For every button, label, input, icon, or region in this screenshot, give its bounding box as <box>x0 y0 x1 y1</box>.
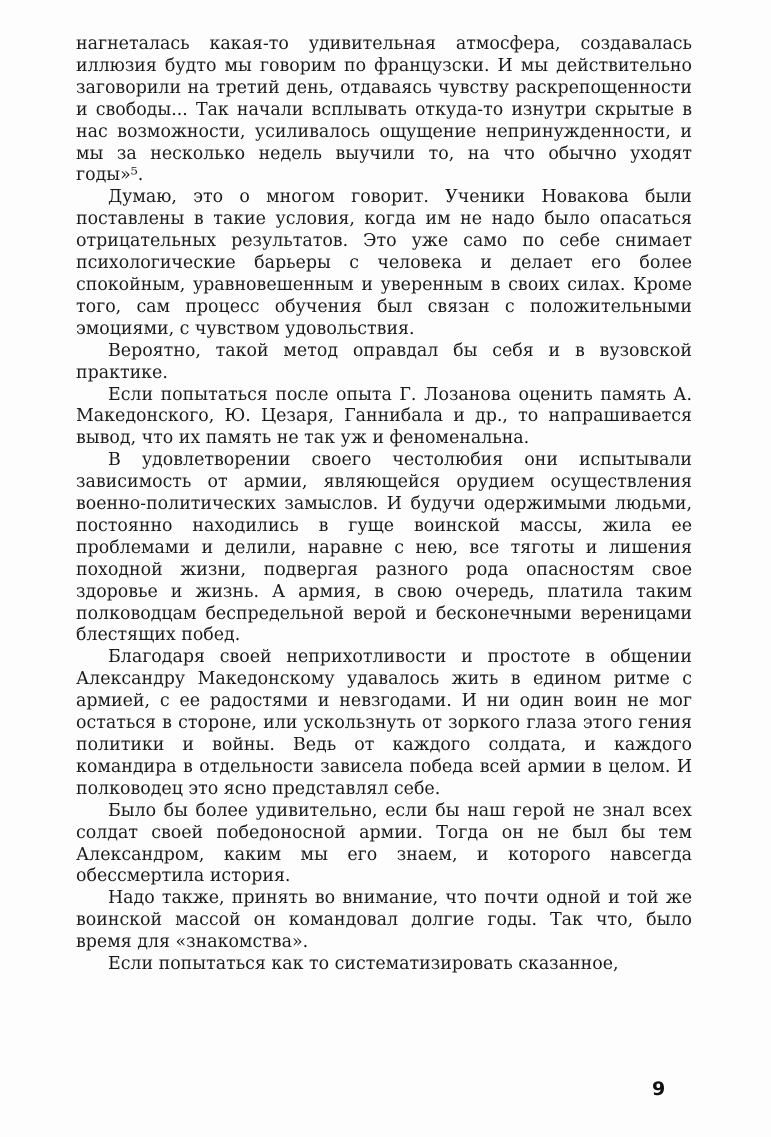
paragraph-5: В удовлетворении своего честолюбия они испытывали зависимость от армии, являющейся орудием осуществления военно-политических замыслов. И будучи одержимыми людьми, постоянно находились в гуще воинской массы, жила ее проблемами и делили, наравне с нею, все тяготы и лишения походной жизни, подвергая разного рода опасностям свое здоровье и жизнь. А армия, в свою очередь, платила таким полководцам беспредельной верой и бесконечными вереницами блестящих побед. <box>76 450 692 646</box>
body-text <box>76 34 692 976</box>
page-number: 9 <box>652 1078 666 1100</box>
paragraph-4: Если попытаться после опыта Г. Лозанова оценить память А. Македонского, Ю. Цезаря, Ганнибала и др., то напрашивается вывод, что их память не так уж и феноменальна. <box>76 384 692 449</box>
paragraph-2: Думаю, это о многом говорит. Ученики Новакова были поставлены в такие условия, когда им не надо было опасаться отрицательных результатов. Это уже само по себе снимает психологические барьеры с человека и делает его более спокойным, уравновешенным и уверенным в своих силах. Кроме того, сам процесс обучения был связан с положительными эмоциями, с чувством удовольствия. <box>76 187 692 339</box>
paragraph-9: Если попытаться как то систематизировать сказанное, <box>108 954 619 975</box>
paragraph-1: нагнеталась какая-то удивительная атмосфера, создавалась иллюзия будто мы говорим по французски. И мы действительно заговорили на третий день, отдаваясь чувству раскрепощенности и свободы... Так начали всплывать откуда-то изнутри скрытые в нас возможности, усиливалось ощущение непринужденности, и мы за несколько недель выучили то, на что обычно уходят годы»⁵. <box>76 34 692 186</box>
paragraph-6: Благодаря своей неприхотливости и простоте в общении Александру Македонскому удавалось жить в едином ритме с армией, с ее радостями и невзгодами. И ни один воин не мог остаться в стороне, или ускользнуть от зоркого глаза этого гения политики и войны. Ведь от каждого солдата, и каждого командира в отдельности зависела победа всей армии в целом. И полководец это ясно представлял себе. <box>76 647 692 799</box>
paragraph-8: Надо также, принять во внимание, что почти одной и той же воинской массой он командовал долгие годы. Так что, было время для «знакомства». <box>76 888 692 953</box>
paragraph-7: Было бы более удивительно, если бы наш герой не знал всех солдат своей победоносной армии. Тогда он не был бы тем Александром, каким мы его знаем, и которого навсегда обессмертила история. <box>76 800 692 887</box>
paragraph-3: Вероятно, такой метод оправдал бы себя и в вузовской практике. <box>76 340 692 383</box>
